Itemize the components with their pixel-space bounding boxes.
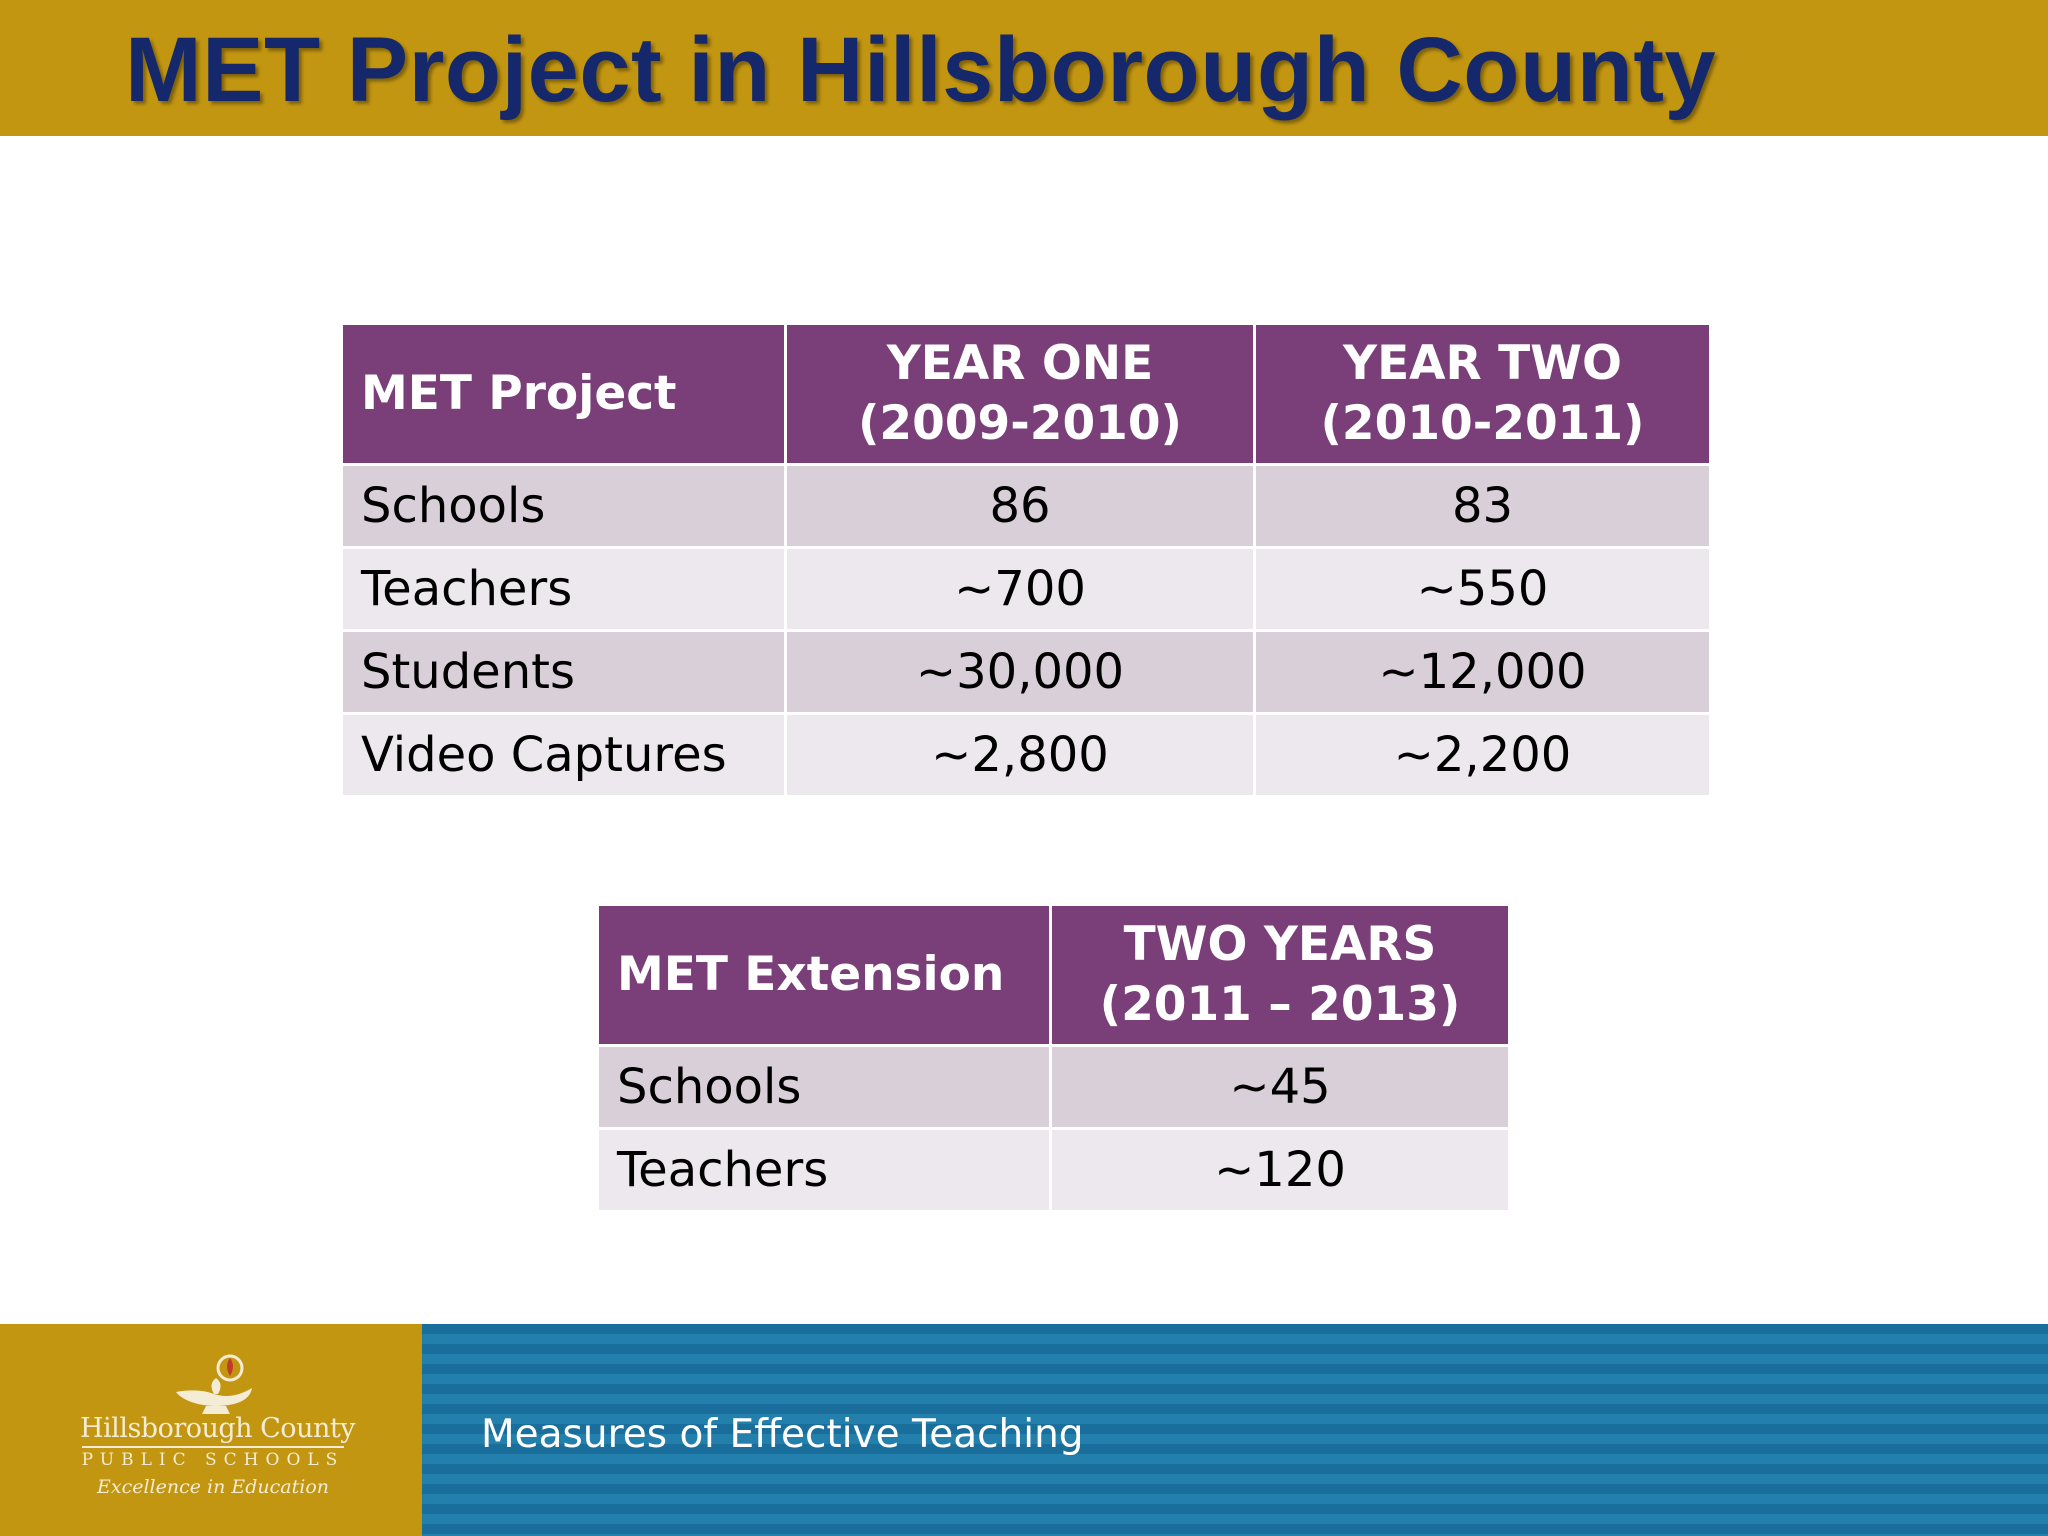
header-two-years-label: TWO YEARS (2011 – 2013) [1099,917,1461,1032]
row-label-schools: Schools [343,466,784,546]
header-year-two-label: YEAR TWO (2010-2011) [1320,336,1645,451]
cell-students-year-one: ~30,000 [787,632,1253,712]
table-row [343,632,1709,712]
cell-video-year-one: ~2,800 [787,715,1253,795]
met-extension-table [596,903,1511,1213]
table-header-row [343,325,1709,463]
lamp-of-learning-icon [168,1354,260,1416]
header-met-extension: MET Extension [599,906,1049,1044]
row-label-video-captures: Video Captures [343,715,784,795]
header-two-years [1052,906,1508,1044]
header-year-one [787,325,1253,463]
header-met-project: MET Project [343,325,784,463]
logo-name: Hillsborough County [80,1413,355,1444]
footer-tagline: Measures of Effective Teaching [481,1412,1084,1457]
table-row [599,1047,1508,1127]
row-label-schools: Schools [599,1047,1049,1127]
table-row [343,466,1709,546]
header-year-one-label: YEAR ONE (2009-2010) [857,336,1183,451]
cell-teachers-year-two: ~550 [1256,549,1709,629]
table-header-row [599,906,1508,1044]
cell-schools-year-two: 83 [1256,466,1709,546]
cell-teachers-year-one: ~700 [787,549,1253,629]
cell-extension-teachers: ~120 [1052,1130,1508,1210]
logo-subtitle: PUBLIC SCHOOLS [81,1450,345,1470]
met-project-table [340,322,1712,798]
cell-extension-schools: ~45 [1052,1047,1508,1127]
row-label-students: Students [343,632,784,712]
table-row [599,1130,1508,1210]
header-year-two [1256,325,1709,463]
row-label-teachers: Teachers [599,1130,1049,1210]
logo-motto: Excellence in Education [96,1476,329,1498]
row-label-teachers: Teachers [343,549,784,629]
cell-schools-year-one: 86 [787,466,1253,546]
table-row [343,715,1709,795]
cell-students-year-two: ~12,000 [1256,632,1709,712]
title-banner [0,0,2048,136]
slide-title: MET Project in Hillsborough County [125,19,1717,121]
table-row [343,549,1709,629]
cell-video-year-two: ~2,200 [1256,715,1709,795]
